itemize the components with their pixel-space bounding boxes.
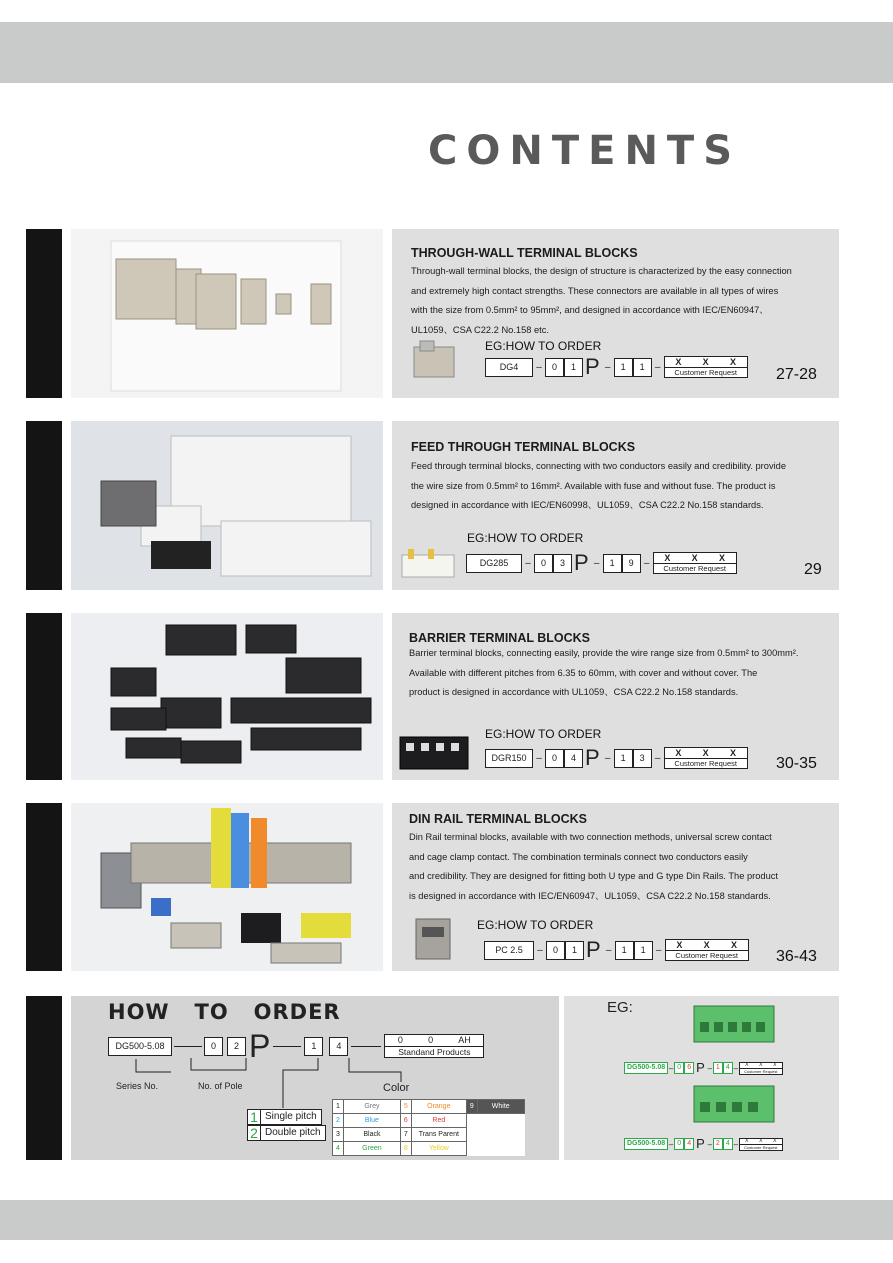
color-table: 1 Grey 5 Orange 9 White 2 Blue 6 Red 3 Black 7 Trans Parent 4 Green 8 Yellow — [332, 1099, 525, 1156]
section-heading: DIN RAIL TERMINAL BLOCKS — [409, 812, 588, 826]
desc-line: product is designed in accordance with UL1059、CSA C22.2 No.158 standards. — [409, 687, 739, 697]
digit-box: 0 — [545, 749, 564, 768]
desc-line: Barrier terminal blocks, connecting easily, provide the wire range size from 0.5mm² to 300mm². — [409, 648, 799, 658]
barrier-photo — [71, 613, 383, 780]
section-heading: FEED THROUGH TERMINAL BLOCKS — [411, 440, 636, 454]
desc-line: and cage clamp contact. The combination terminals connect two conductors easily — [409, 851, 748, 862]
order-code: DG4 – 0 1 P – 1 1 – X X X Customer Request — [485, 356, 748, 378]
standard-products-box: 0 0 AH Standand Products — [384, 1034, 484, 1058]
through-wall-photo — [71, 229, 383, 398]
product-thumbnail — [396, 729, 474, 775]
digit-box: 4 — [564, 749, 583, 768]
digit-box: 1 — [614, 358, 633, 377]
pitch-letter: P — [249, 1028, 271, 1064]
example-code-2: DG500-5.08 – 0 4 P – 2 4 – X X X Customer Request — [624, 1138, 783, 1150]
section-tab — [26, 803, 62, 971]
section-tab — [26, 613, 62, 780]
example-panel — [564, 996, 839, 1160]
section-description — [411, 457, 801, 516]
product-thumbnail — [408, 913, 460, 965]
feed-through-photo — [71, 421, 383, 590]
series-box: DG4 — [485, 358, 533, 377]
page-range: 30-35 — [776, 755, 817, 772]
section-description — [409, 828, 799, 906]
desc-line: and extremely high contact strengths. These connectors are available in all types of wires — [411, 285, 779, 296]
digit-box: 0 — [546, 941, 565, 960]
section-tab — [26, 996, 62, 1160]
desc-line: designed in accordance with IEC/EN60998、UL1059、CSA C22.2 No.158 standards. — [411, 500, 764, 510]
digit-box: 1 — [564, 358, 583, 377]
pitch-letter: P — [574, 550, 589, 575]
series-box: DG285 — [466, 554, 522, 573]
series-box: DG500-5.08 — [108, 1037, 172, 1056]
series-box: DGR150 — [485, 749, 533, 768]
pitch-letter: P — [585, 354, 600, 379]
din-rail-panel — [392, 803, 839, 971]
desc-line: Through-wall terminal blocks, the design of structure is characterized by the easy connection — [411, 266, 792, 276]
how-to-order-label: EG:HOW TO ORDER — [485, 339, 602, 353]
desc-line: and credibility. They are designed for fitting both U type and G type Din Rails. The product — [409, 871, 778, 881]
desc-line: Feed through terminal blocks, connecting with two conductors easily and credibility. provide — [411, 461, 786, 471]
digit-box: 1 — [615, 941, 634, 960]
barrier-panel — [392, 613, 839, 780]
digit-box: 0 — [534, 554, 553, 573]
how-to-order-label: EG:HOW TO ORDER — [477, 918, 594, 932]
page-title: CONTENTS — [428, 128, 742, 174]
through-wall-panel — [392, 229, 839, 398]
pitch-legend: 1 Single pitch 2 Double pitch — [247, 1109, 326, 1141]
section-tab — [26, 229, 62, 398]
desc-line: Available with different pitches from 6.35 to 60mm, with cover and without cover. The — [409, 667, 758, 678]
customer-request-box: X X X Customer Request — [665, 939, 749, 961]
digit-box: 1 — [634, 941, 653, 960]
green-terminal-image — [692, 1084, 777, 1128]
digit-box: 1 — [304, 1037, 323, 1056]
desc-line: with the size from 0.5mm² to 95mm², and designed in accordance with IEC/EN60947、 — [411, 305, 769, 315]
customer-request-box: X X X Customer Request — [664, 747, 748, 769]
how-to-order-label: EG:HOW TO ORDER — [485, 727, 602, 741]
how-to-order-label: EG:HOW TO ORDER — [467, 531, 584, 545]
section-heading: THROUGH-WALL TERMINAL BLOCKS — [411, 246, 638, 260]
digit-box: 4 — [329, 1037, 348, 1056]
series-no-label: Series No. — [116, 1081, 159, 1091]
desc-line: UL1059、CSA C22.2 No.158 etc. — [411, 324, 549, 335]
page-range: 27-28 — [776, 366, 817, 383]
digit-box: 1 — [603, 554, 622, 573]
page-range: 29 — [804, 561, 822, 578]
section-tab — [26, 421, 62, 590]
how-to-order-title: HOW TO ORDER — [108, 1000, 341, 1024]
header-band — [0, 22, 893, 83]
digit-box: 2 — [227, 1037, 246, 1056]
series-box: PC 2.5 — [484, 941, 534, 960]
product-thumbnail — [410, 339, 462, 384]
section-description — [411, 262, 801, 340]
pitch-letter: P — [586, 937, 601, 962]
example-code-1: DG500-5.08 – 0 6 P – 1 4 – X X X Customer Request — [624, 1062, 783, 1074]
din-rail-photo — [71, 803, 383, 971]
section-heading: BARRIER TERMINAL BLOCKS — [409, 631, 591, 645]
digit-box: 0 — [545, 358, 564, 377]
digit-box: 9 — [622, 554, 641, 573]
how-to-order-panel — [71, 996, 559, 1160]
digit-box: 0 — [204, 1037, 223, 1056]
digit-box: 1 — [614, 749, 633, 768]
example-label: EG: — [607, 999, 633, 1016]
desc-line: the wire size from 0.5mm² to 16mm². Available with fuse and without fuse. The product is — [411, 480, 776, 491]
customer-request-box: X X X Customer Request — [664, 356, 748, 378]
desc-line: Din Rail terminal blocks, available with two connection methods, universal screw contact — [409, 832, 772, 842]
digit-box: 3 — [553, 554, 572, 573]
pitch-letter: P — [585, 745, 600, 770]
desc-line: is designed in accordance with IEC/EN60947、UL1059、CSA C22.2 No.158 standards. — [409, 890, 771, 901]
page-range: 36-43 — [776, 948, 817, 965]
digit-box: 1 — [565, 941, 584, 960]
customer-request-box: X X X Customer Request — [653, 552, 737, 574]
feed-through-panel — [392, 421, 839, 590]
order-code: PC 2.5 – 0 1 P – 1 1 – X X X Customer Request — [484, 939, 749, 961]
product-thumbnail — [398, 547, 460, 585]
order-code: DGR150 – 0 4 P – 1 3 – X X X Customer Request — [485, 747, 748, 769]
order-code: DG285 – 0 3 P – 1 9 – X X X Customer Request — [466, 552, 737, 574]
color-label: Color — [383, 1082, 410, 1094]
digit-box: 3 — [633, 749, 652, 768]
section-description — [409, 644, 799, 703]
digit-box: 1 — [633, 358, 652, 377]
green-terminal-image — [692, 1004, 777, 1048]
pole-label: No. of Pole — [198, 1081, 243, 1091]
footer-band — [0, 1200, 893, 1240]
